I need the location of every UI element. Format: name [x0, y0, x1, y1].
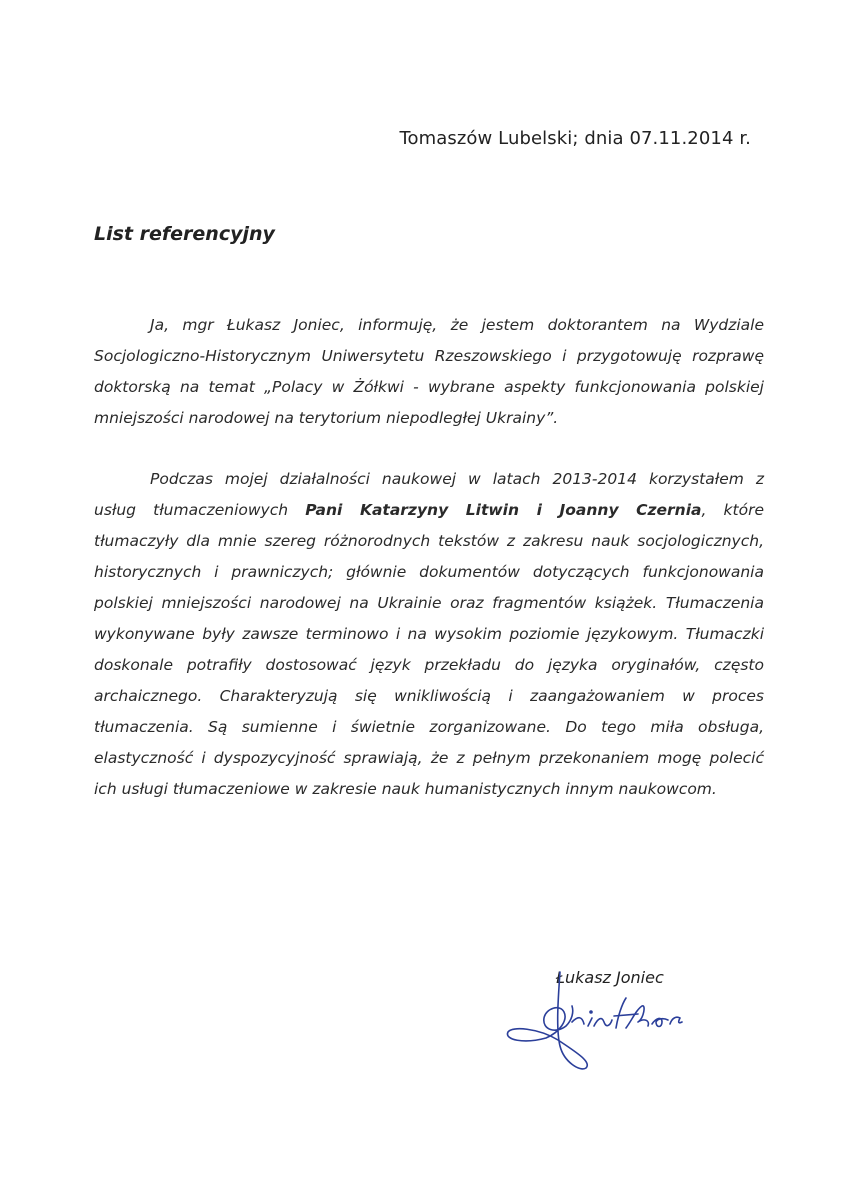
paragraph-2 [94, 464, 764, 805]
paragraph-2-line: Podczas mojej działalności naukowej w latach 2013-2014 korzystałem z [150, 470, 764, 488]
paragraph-1-line: Socjologiczno-Historycznym Uniwersytetu Rzeszowskiego i przygotowuję rozprawę [94, 347, 764, 365]
signatory-name: Łukasz Joniec [556, 968, 664, 987]
handwritten-signature [498, 960, 698, 1080]
paragraph-2-line: archaicznego. Charakteryzują się wnikliwością i zaangażowaniem w proces [94, 687, 764, 705]
date-line: Tomaszów Lubelski; dnia 07.11.2014 r. [399, 128, 751, 149]
paragraph-2-line: polskiej mniejszości narodowej na Ukrainie oraz fragmentów książek. Tłumaczenia [94, 594, 764, 612]
paragraph-1 [94, 310, 764, 434]
paragraph-2-line: wykonywane były zawsze terminowo i na wysokim poziomie językowym. Tłumaczki [94, 625, 764, 643]
paragraph-2-text: , które [701, 501, 764, 519]
paragraph-1-line: doktorską na temat „Polacy w Żółkwi - wybrane aspekty funkcjonowania polskiej [94, 378, 764, 396]
translator-names: Pani Katarzyny Litwin i Joanny Czernia [305, 501, 702, 519]
paragraph-2-line: historycznych i prawniczych; głównie dokumentów dotyczących funkcjonowania [94, 563, 764, 581]
paragraph-2-line: doskonale potrafiły dostosować język przekładu do języka oryginałów, często [94, 656, 764, 674]
paragraph-2-line: tłumaczyły dla mnie szereg różnorodnych tekstów z zakresu nauk socjologicznych, [94, 532, 764, 550]
paragraph-2-line: elastyczność i dyspozycyjność sprawiają, że z pełnym przekonaniem mogę polecić [94, 749, 764, 767]
signature-strokes [507, 972, 682, 1069]
paragraph-2-line: tłumaczenia. Są sumienne i świetnie zorganizowane. Do tego miła obsługa, [94, 718, 764, 736]
paragraph-2-line: ich usługi tłumaczeniowe w zakresie nauk humanistycznych innym naukowcom. [94, 780, 717, 798]
paragraph-2-text: usług tłumaczeniowych [94, 501, 306, 519]
paragraph-1-line: mniejszości narodowej na terytorium niepodległej Ukrainy”. [94, 409, 559, 427]
document-title: List referencyjny [94, 223, 275, 245]
paragraph-1-line: Ja, mgr Łukasz Joniec, informuję, że jestem doktorantem na Wydziale [150, 316, 764, 334]
paragraph-2-line-with-names [94, 495, 764, 526]
